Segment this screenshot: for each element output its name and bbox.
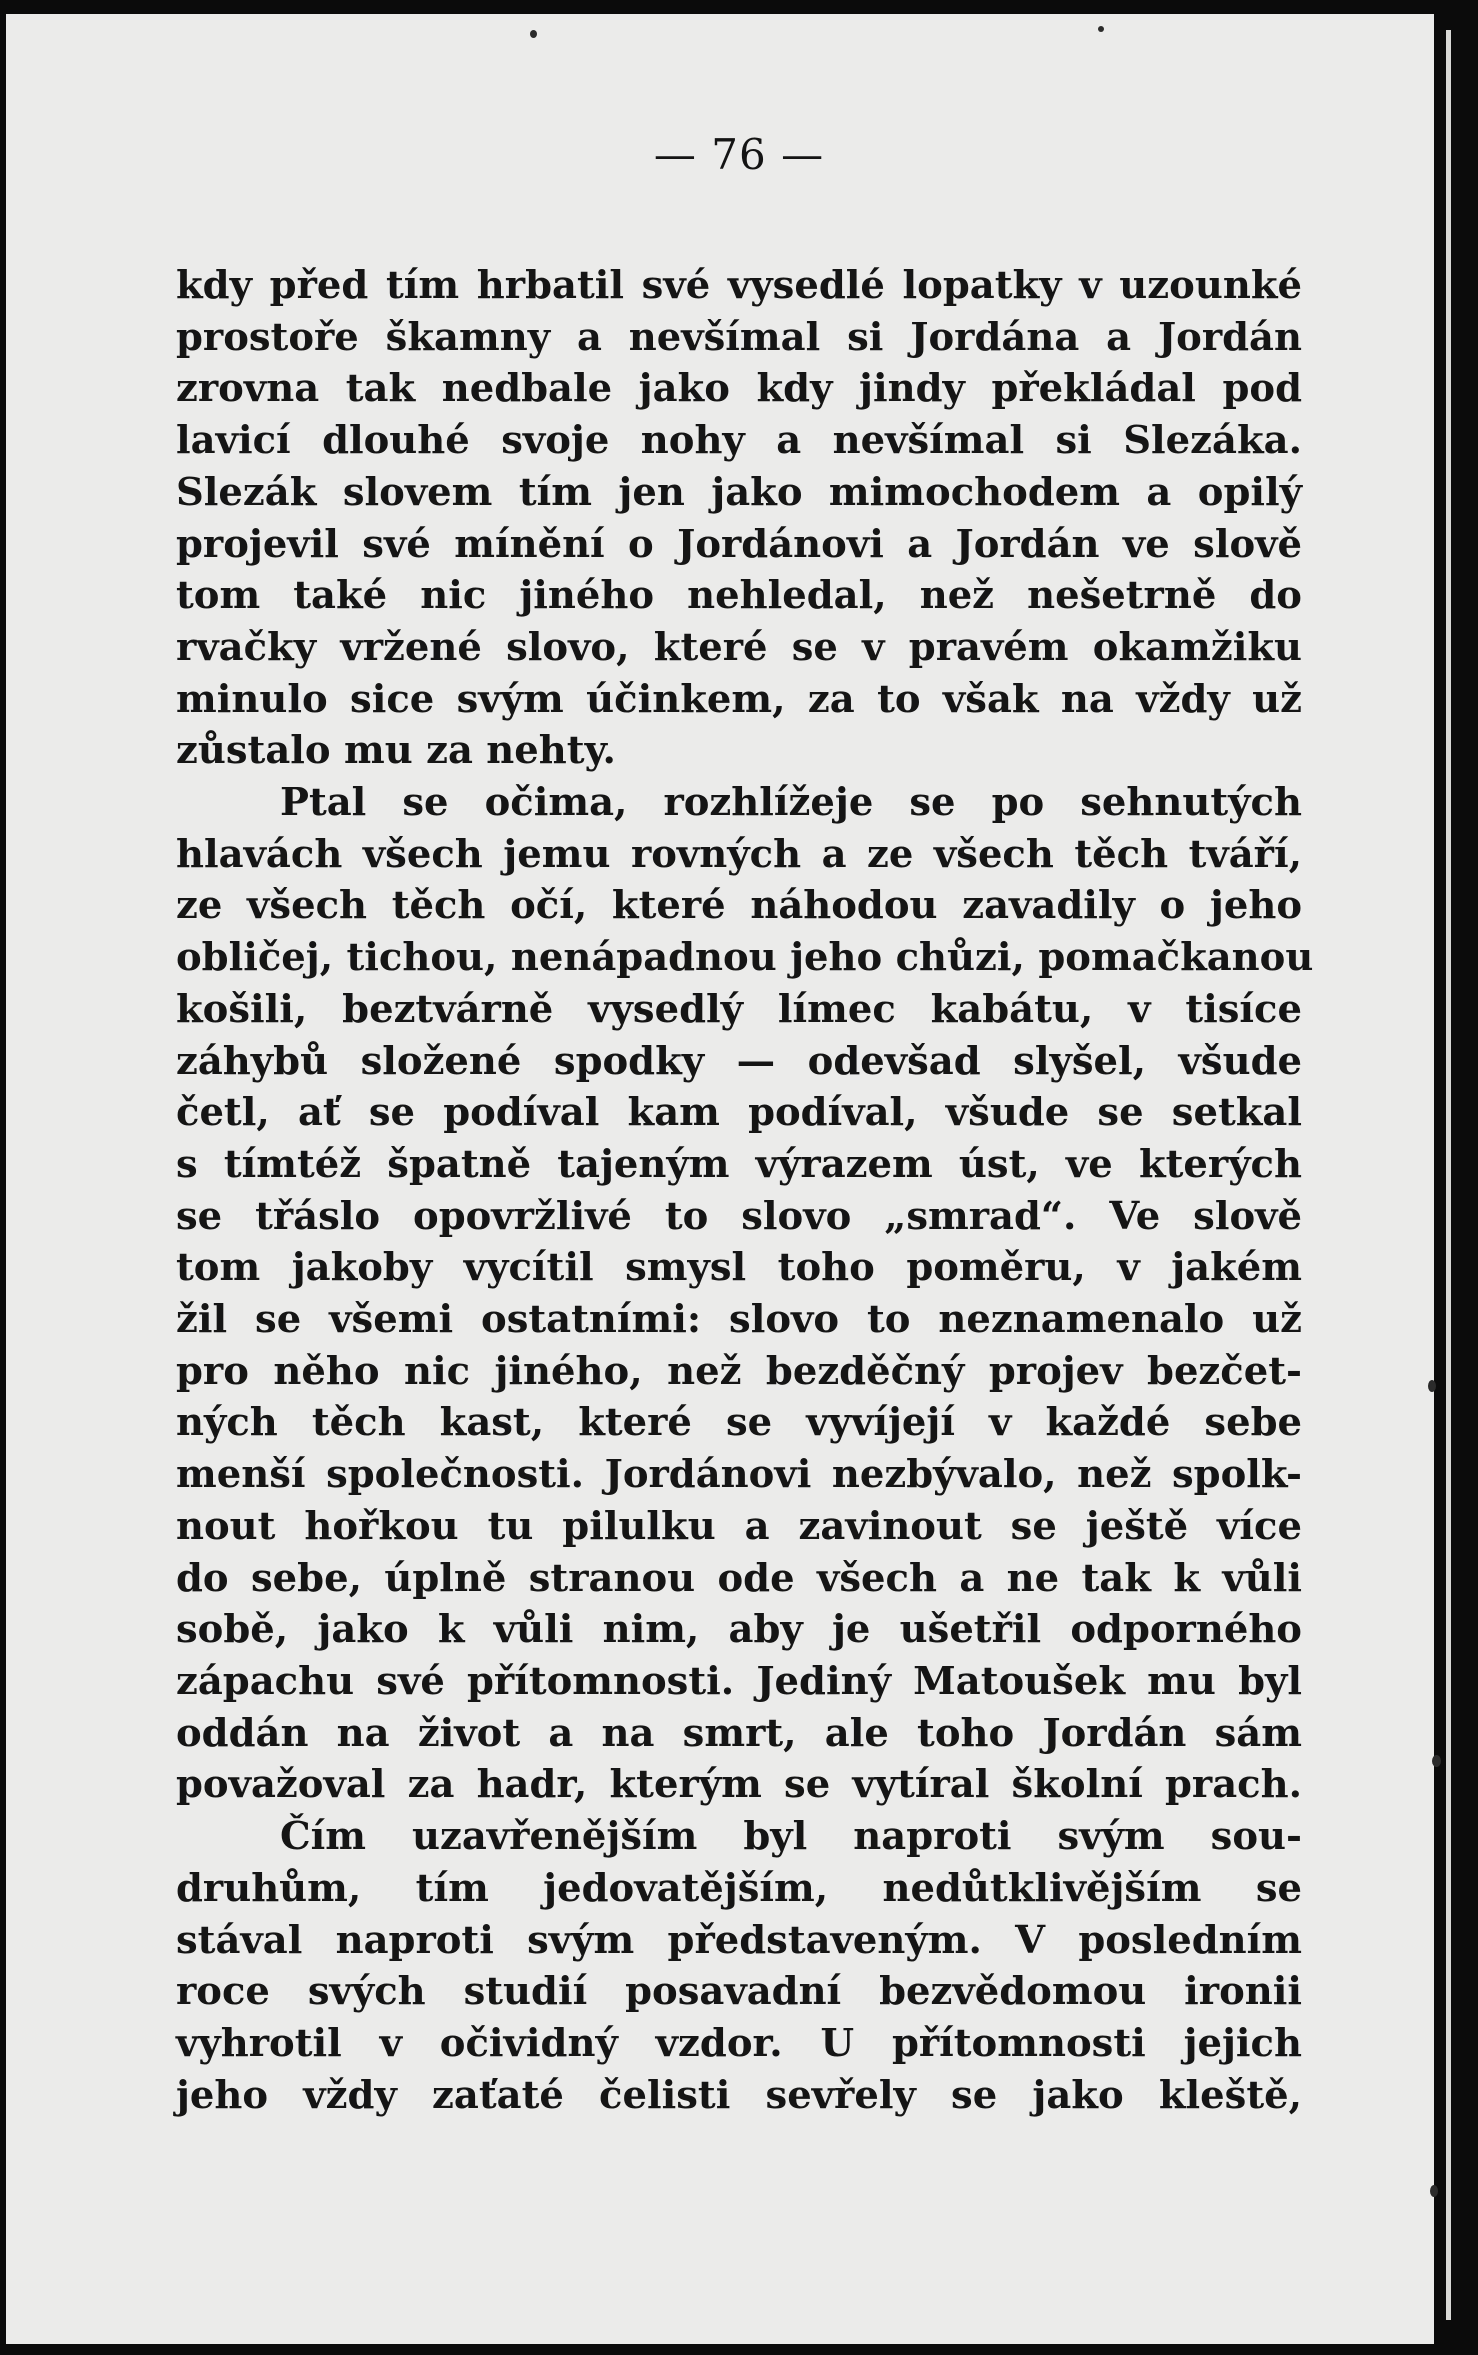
print-speck [1432,1755,1441,1767]
text-line: oddán na život a na smrt, ale toho Jordán sám [176,1710,1302,1756]
text-line: zrovna tak nedbale jako kdy jindy překládal pod [176,366,1302,412]
text-line: prostoře škamny a nevšímal si Jordána a Jordán [176,314,1302,360]
text-line: hlavách všech jemu rovných a ze všech těch tváří, [176,831,1302,877]
text-line: kdy před tím hrbatil své vysedlé lopatky v uzounké [176,263,1302,308]
text-line: tom také nic jiného nehledal, než nešetrně do [176,573,1302,619]
binding-edge [1434,0,1478,2355]
text-line: projevil své mínění o Jordánovi a Jordán ve slově [176,521,1302,567]
text-line: četl, ať se podíval kam podíval, všude se setkal [176,1090,1302,1136]
print-speck [1428,1380,1436,1392]
text-line: ze všech těch očí, které náhodou zavadily o jeho [176,883,1302,929]
text-line: zůstalo mu za nehty. [176,728,616,774]
text-line: považoval za hadr, kterým se vytíral školní prach. [176,1762,1302,1808]
text-line: druhům, tím jedovatějším, nedůtklivějším se [176,1865,1302,1911]
paragraph-start-line: Ptal se očima, rozhlížeje se po sehnutých [280,780,1302,826]
text-line: lavicí dlouhé svoje nohy a nevšímal si Slezáka. [176,418,1302,464]
text-line: roce svých studií posavadní bezvědomou ironii [176,1969,1302,2015]
text-line: jeho vždy zaťaté čelisti sevřely se jako kleště, [176,2072,1302,2118]
text-line: menší společnosti. Jordánovi nezbývalo, než spolk- [176,1452,1302,1498]
text-line: s tímtéž špatně tajeným výrazem úst, ve kterých [176,1141,1302,1187]
page-number: — 76 — [653,130,825,179]
text-line: stával naproti svým představeným. V posledním [176,1917,1302,1963]
body-text [176,260,1314,2121]
text-line: sobě, jako k vůli nim, aby je ušetřil odporného [176,1607,1302,1653]
binding-edge-highlight [1446,30,1451,2320]
text-line: záhybů složené spodky — odevšad slyšel, všude [176,1038,1302,1084]
paragraph-start-line: Čím uzavřenějším byl naproti svým sou- [280,1814,1302,1860]
text-line: žil se všemi ostatními: slovo to neznamenalo už [176,1297,1302,1343]
text-line: do sebe, úplně stranou ode všech a ne tak k vůli [176,1555,1302,1601]
text-line: nout hořkou tu pilulku a zavinout se ještě více [176,1503,1302,1549]
text-line: košili, beztvárně vysedlý límec kabátu, v tisíce [176,986,1302,1032]
print-speck [1098,26,1104,32]
text-line: zápachu své přítomnosti. Jediný Matoušek mu byl [176,1658,1302,1704]
text-line: Slezák slovem tím jen jako mimochodem a opilý [176,469,1302,515]
text-line: tom jakoby vycítil smysl toho poměru, v jakém [176,1245,1302,1291]
text-line: pro něho nic jiného, než bezděčný projev bezčet- [176,1348,1302,1394]
text-line: vyhrotil v očividný vzdor. U přítomnosti jejich [176,2020,1302,2066]
print-speck [1430,2185,1438,2197]
text-line: se třáslo opovržlivé to slovo „smrad“. Ve slově [176,1193,1302,1239]
text-line: minulo sice svým účinkem, za to však na vždy už [176,676,1302,722]
text-line: obličej, tichou, nenápadnou jeho chůzi, pomačkanou [176,935,1314,981]
print-speck [530,30,537,38]
text-line: ných těch kast, které se vyvíjejí v každé sebe [176,1400,1302,1446]
text-line: rvačky vržené slovo, které se v pravém okamžiku [176,624,1302,670]
